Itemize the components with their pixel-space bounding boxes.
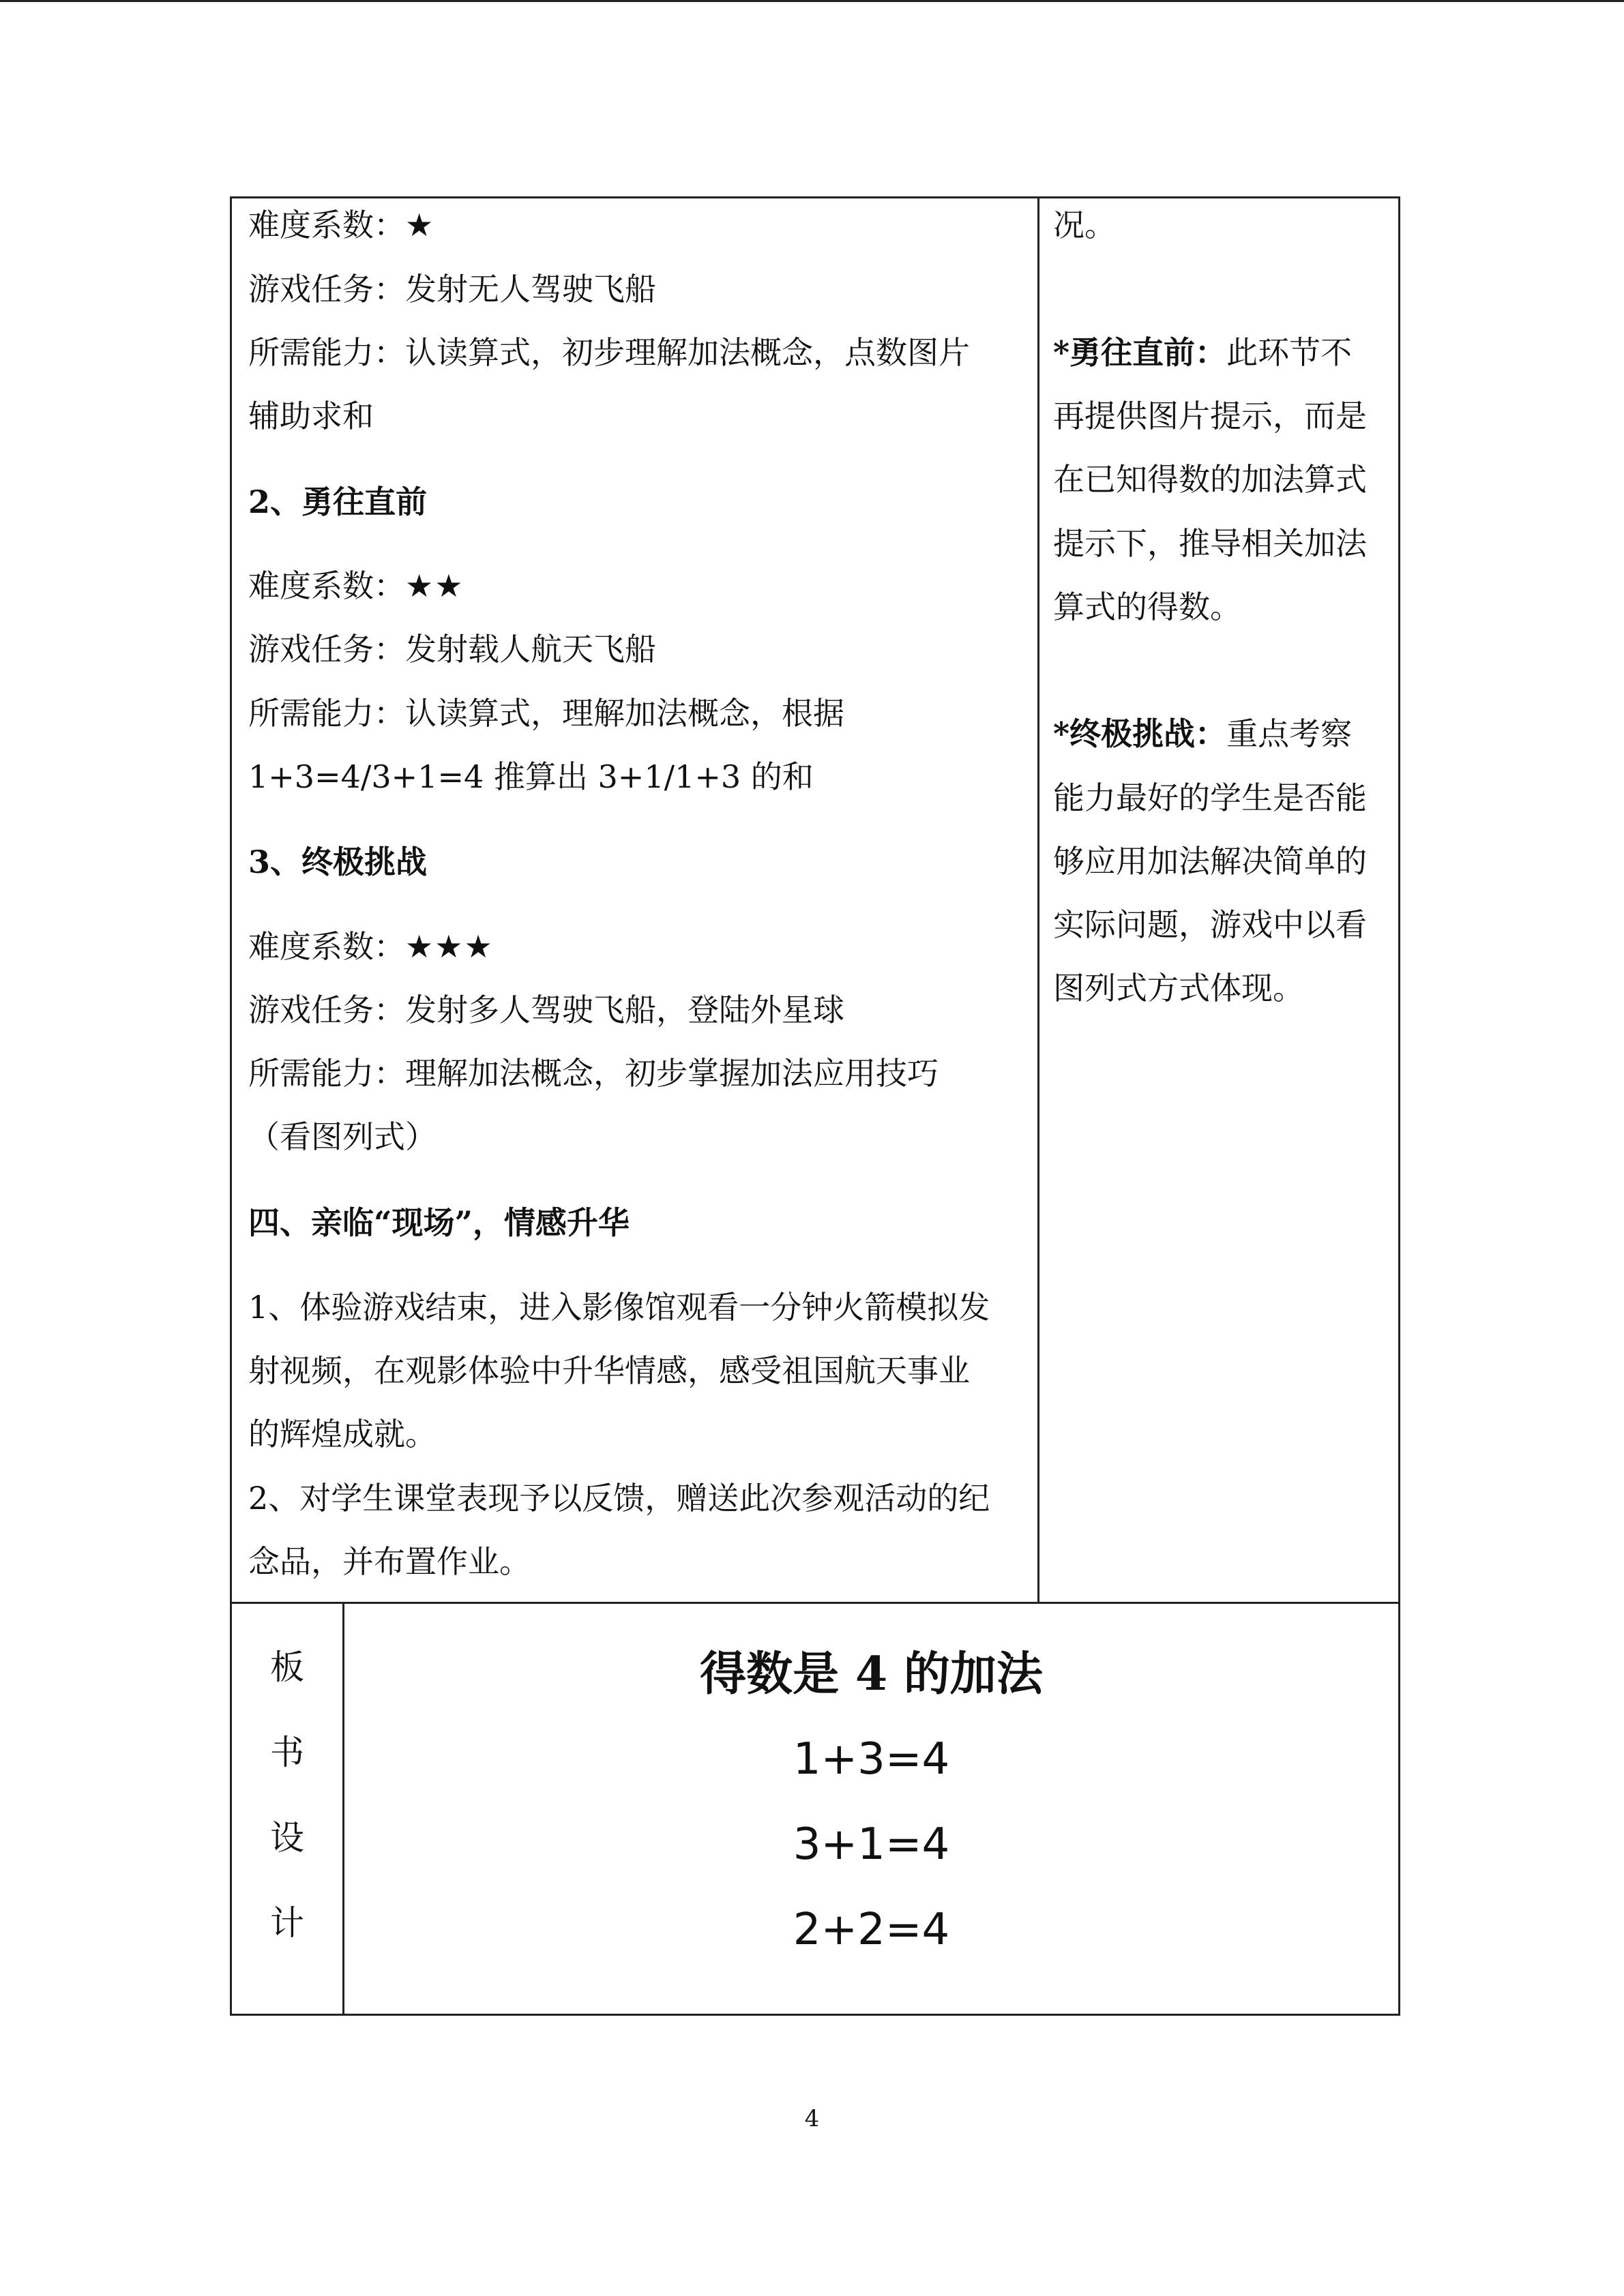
board-label-char-4: 计	[270, 1903, 304, 1943]
board-equation-3: 2+2=4	[793, 1905, 950, 1955]
note2-line1: *终极挑战：重点考察	[1053, 715, 1353, 752]
note1-line5: 算式的得数。	[1053, 588, 1241, 625]
note2-line4: 实际问题，游戏中以看	[1053, 906, 1367, 943]
activity-cell	[232, 198, 1039, 1602]
notes-continuation: 况。	[1053, 207, 1116, 243]
stage2-ability-line1: 所需能力：认读算式，理解加法概念，根据	[248, 695, 844, 732]
section4-item2-line1: 2、对学生课堂表现予以反馈，赠送此次参观活动的纪	[248, 1480, 990, 1517]
note2-line3: 够应用加法解决简单的	[1053, 843, 1367, 880]
section4-heading: 四、亲临“现场”，情感升华	[248, 1204, 630, 1241]
stage3-ability-line2: （看图列式）	[248, 1118, 437, 1155]
section4-item1-line3: 的辉煌成就。	[248, 1416, 437, 1452]
stage1-ability-line1: 所需能力：认读算式，初步理解加法概念，点数图片	[248, 334, 970, 371]
section4-item1-line1: 1、体验游戏结束，进入影像馆观看一分钟火箭模拟发	[248, 1289, 990, 1326]
stage3-ability-line1: 所需能力：理解加法概念，初步掌握加法应用技巧	[248, 1055, 939, 1092]
stage2-task: 游戏任务：发射载人航天飞船	[248, 631, 656, 668]
board-label-char-3: 设	[270, 1818, 304, 1858]
note1-line4: 提示下，推导相关加法	[1053, 525, 1367, 562]
stage1-ability-line2: 辅助求和	[248, 398, 374, 434]
stage3-heading: 3、终极挑战	[248, 844, 428, 880]
difficulty-stars: ★★★	[405, 928, 494, 965]
page-top-rule	[0, 0, 1624, 2]
note1-line1: *勇往直前：此环节不	[1053, 334, 1353, 371]
board-title: 得数是 4 的加法	[700, 1647, 1043, 1701]
lesson-plan-table	[230, 196, 1400, 2016]
section4-item1-line2: 射视频，在观影体验中升华情感，感受祖国航天事业	[248, 1352, 970, 1389]
stage3-difficulty: 难度系数：★★★	[248, 928, 494, 965]
difficulty-stars: ★★	[405, 567, 464, 604]
board-design-row	[232, 1602, 1398, 2014]
board-label-char-1: 板	[270, 1648, 304, 1687]
board-design-label-cell	[232, 1604, 344, 2014]
section4-item2-line2: 念品，并布置作业。	[248, 1543, 531, 1580]
board-design-content-cell	[344, 1604, 1398, 2014]
page-number: 4	[804, 2105, 820, 2132]
note2-line5: 图列式方式体现。	[1053, 970, 1304, 1007]
stage3-task: 游戏任务：发射多人驾驶飞船，登陆外星球	[248, 992, 844, 1028]
board-equation-2: 3+1=4	[793, 1819, 950, 1870]
stage1-task: 游戏任务：发射无人驾驶飞船	[248, 271, 656, 308]
difficulty-stars: ★	[405, 207, 435, 243]
stage2-difficulty: 难度系数：★★	[248, 567, 464, 604]
board-equation-1: 1+3=4	[793, 1734, 950, 1785]
note1-line3: 在已知得数的加法算式	[1053, 461, 1367, 498]
notes-cell	[1039, 198, 1398, 1602]
note1-line2: 再提供图片提示，而是	[1053, 398, 1367, 434]
stage1-difficulty: 难度系数：★	[248, 207, 435, 243]
note2-line2: 能力最好的学生是否能	[1053, 779, 1367, 816]
note2-title: *终极挑战：	[1053, 715, 1227, 752]
stage2-ability-line2: 1+3=4/3+1=4 推算出 3+1/1+3 的和	[248, 758, 814, 795]
stage2-heading: 2、勇往直前	[248, 483, 428, 520]
note1-title: *勇往直前：	[1053, 334, 1227, 371]
board-label-char-2: 书	[270, 1733, 304, 1772]
